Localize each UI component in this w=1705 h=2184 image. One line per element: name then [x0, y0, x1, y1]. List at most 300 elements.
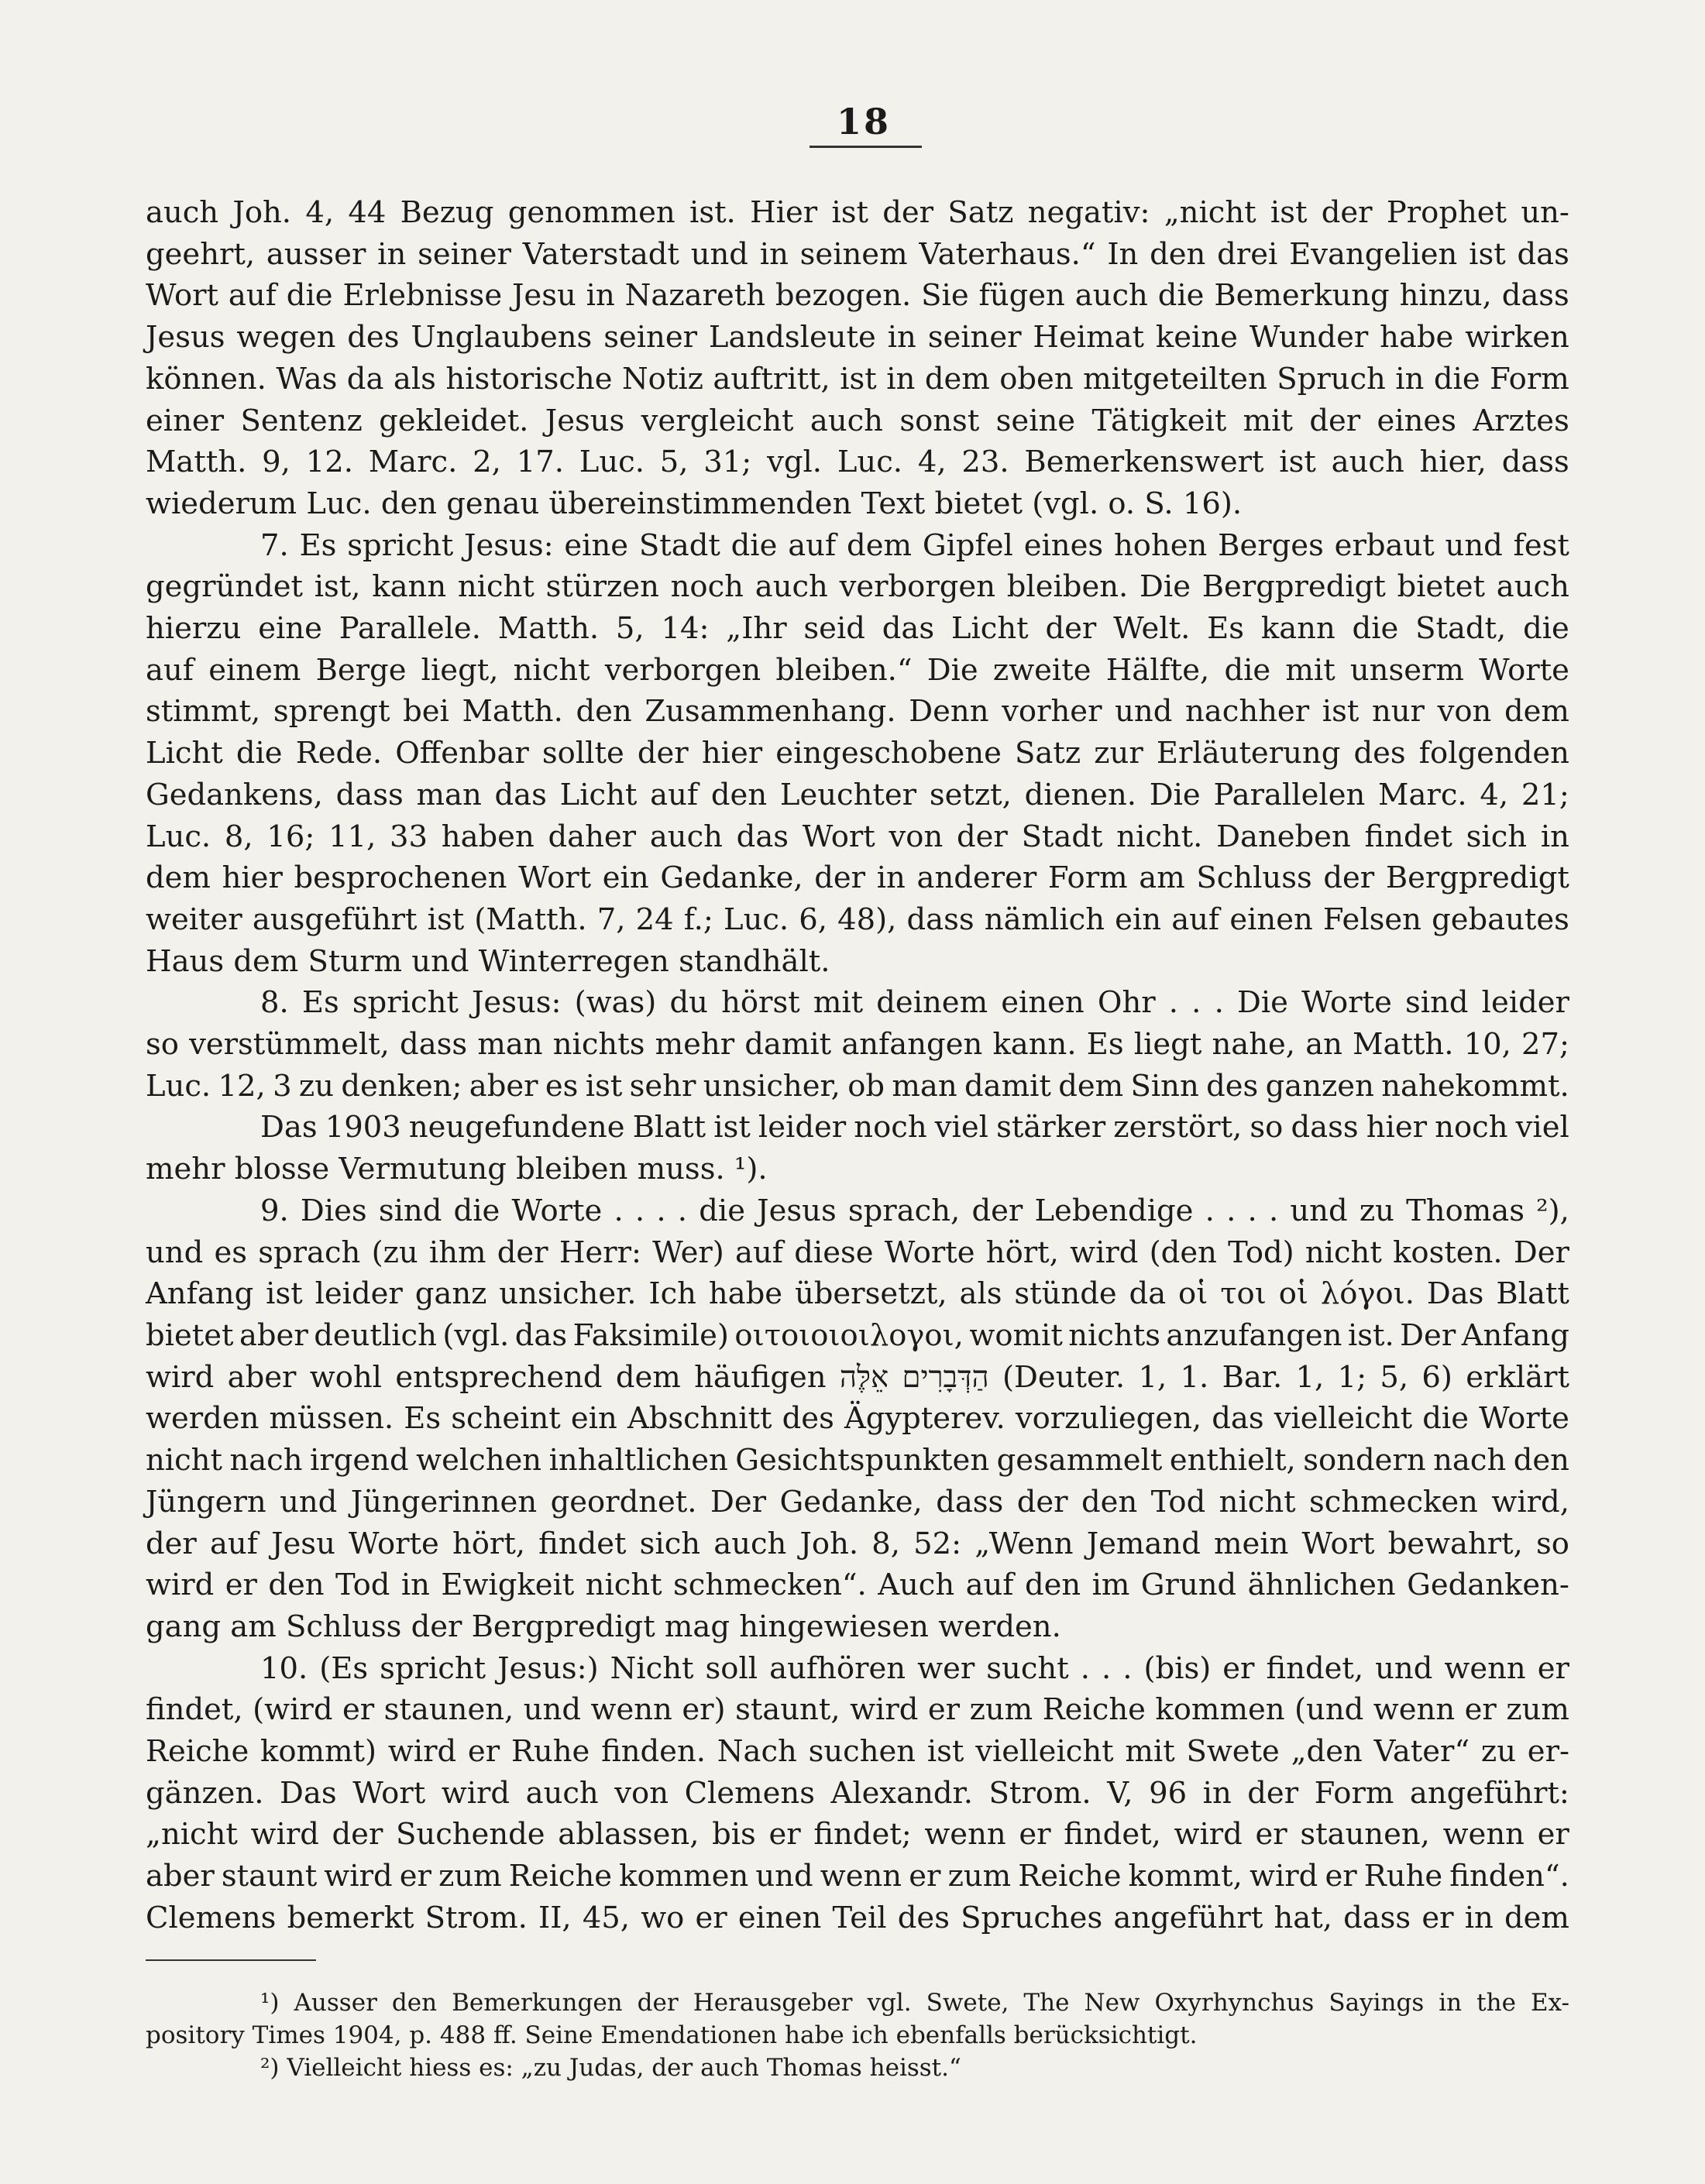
word: kommt,	[1128, 1859, 1243, 1894]
word: Form	[1047, 860, 1128, 896]
word: 96	[1149, 1775, 1188, 1811]
word: findet;	[813, 1817, 912, 1853]
word: Marc.	[1378, 777, 1467, 812]
word: soll	[705, 1650, 758, 1686]
word: liegt	[1133, 1027, 1202, 1063]
word: in	[886, 361, 916, 397]
word: dem	[924, 361, 990, 397]
text-line	[146, 525, 1569, 567]
word: Jüngern	[146, 1484, 266, 1520]
word: die	[1523, 611, 1569, 647]
word: Abschnitt	[627, 1401, 772, 1437]
word: verborgen	[839, 569, 995, 605]
word: Worte	[349, 1526, 439, 1561]
word: .	[1101, 1650, 1112, 1686]
word: wirken	[1465, 320, 1569, 355]
word: dem	[146, 860, 211, 896]
footnote-line	[146, 2019, 1569, 2052]
word: das	[514, 1317, 568, 1353]
word: wenn	[820, 1859, 902, 1894]
word: sich	[1466, 819, 1528, 854]
word: er	[1421, 1900, 1454, 1935]
word: weiter	[146, 901, 242, 937]
word: in	[876, 860, 906, 896]
word: Matth.	[462, 694, 563, 730]
word: dass	[1501, 278, 1569, 314]
word: staunen,	[383, 1692, 514, 1728]
word: und	[523, 1692, 582, 1728]
word: οιτοιοιοιλογοι,	[734, 1317, 964, 1353]
word: .	[1214, 985, 1224, 1021]
word: auf	[735, 1235, 784, 1270]
word: die	[1433, 361, 1480, 397]
word: übersetzt,	[794, 1276, 947, 1312]
word: auch	[1331, 445, 1404, 480]
word: denken;	[341, 1068, 462, 1104]
word: הַדְּבָרִים	[902, 1359, 989, 1395]
word: Gedankens,	[146, 777, 323, 812]
word: das	[882, 611, 935, 647]
word: er)	[682, 1692, 726, 1728]
word: .	[677, 1193, 688, 1228]
word: viel	[1515, 1110, 1569, 1145]
word: zerstört,	[1113, 1110, 1243, 1145]
text-line-text: wiederum Luc. den genau übereinstimmenden Text bietet (vgl. o. S. 16).	[146, 486, 1243, 521]
word: 5,	[659, 445, 689, 480]
word: die	[1224, 652, 1271, 688]
word: Wunder	[1249, 320, 1369, 355]
word: aufhören	[769, 1650, 906, 1686]
word: Bemerkung	[1214, 278, 1390, 314]
word: der	[956, 819, 1008, 854]
word: sich	[639, 1526, 701, 1561]
word: f.;	[683, 901, 713, 937]
word: deutlich	[314, 1317, 437, 1353]
word: bietet	[146, 1317, 234, 1353]
text-line	[146, 1107, 1569, 1149]
word: die	[235, 736, 283, 771]
word: sprach,	[847, 1193, 961, 1228]
word: Jesu	[512, 278, 576, 314]
word: dem	[1504, 1900, 1569, 1935]
word: bleiben.“	[775, 652, 913, 688]
word: Worte	[1301, 985, 1392, 1021]
word: In	[1107, 236, 1139, 272]
word: des	[782, 1401, 834, 1437]
word: Ägypterev.	[844, 1401, 1005, 1437]
text-line	[146, 1648, 1569, 1690]
word: Gesichtspunkten	[735, 1443, 990, 1478]
word: Rede.	[295, 736, 383, 771]
word: er	[1222, 1650, 1255, 1686]
word: seiner	[927, 320, 1022, 355]
word: ist	[585, 1068, 623, 1104]
word: Swete	[1186, 1734, 1280, 1770]
word: Tätigkeit	[1091, 403, 1227, 438]
text-line	[146, 1523, 1569, 1565]
word: ist	[713, 1110, 751, 1145]
word: 24	[635, 901, 674, 937]
word: Ruhe	[1363, 1859, 1443, 1894]
word: Ewigkeit	[441, 1568, 575, 1603]
word: wenn	[924, 1817, 1006, 1853]
word: .	[656, 1193, 666, 1228]
word: 27;	[1521, 1027, 1569, 1063]
word: kosten.	[1393, 1235, 1503, 1270]
text-line	[146, 275, 1569, 317]
text-line	[146, 1814, 1569, 1856]
text-line	[146, 234, 1569, 276]
word: Luc.	[724, 901, 789, 937]
word: Das	[280, 1775, 337, 1811]
word: Prophet	[1386, 195, 1507, 230]
word: mitgeteilten	[1083, 361, 1267, 397]
word: noch	[670, 569, 744, 605]
word: Form	[1314, 1775, 1394, 1811]
word: nicht	[146, 1443, 222, 1478]
word: er	[1019, 1817, 1051, 1853]
word: אֵלֶּה	[839, 1359, 889, 1395]
word: Oxyrhynchus	[1154, 1989, 1315, 2017]
word: mit	[1285, 652, 1335, 688]
word: Die	[926, 652, 978, 688]
text-line	[146, 1482, 1569, 1523]
word: der	[637, 736, 689, 771]
word: wenn	[590, 1692, 672, 1728]
word: Reiche	[508, 1859, 613, 1894]
word: Berges	[1218, 527, 1324, 563]
word: Jesus:	[471, 985, 562, 1021]
word: Wort	[146, 278, 219, 314]
word: im	[1091, 1568, 1130, 1603]
word: dass	[936, 1484, 1004, 1520]
word: er	[399, 1859, 431, 1894]
word: Worte	[511, 1193, 603, 1228]
word: spricht	[347, 527, 454, 563]
word: aber	[146, 1859, 215, 1894]
word: Gipfel	[922, 527, 1013, 563]
word: aber	[227, 1359, 297, 1395]
word: können.	[146, 361, 266, 397]
word: Die	[1149, 777, 1201, 812]
word: 8.	[260, 985, 289, 1021]
word: und	[1115, 694, 1173, 730]
word: einem	[208, 652, 301, 688]
word: Ruhe	[510, 1734, 590, 1770]
word: nicht	[457, 569, 535, 605]
footnote-line-text: ²) Vielleicht hiess es: „zu Judas, der auch Thomas heisst.“	[260, 2054, 961, 2082]
word: Satz	[947, 195, 1014, 230]
word: 4,	[305, 195, 335, 230]
word: aber	[239, 1317, 308, 1353]
word: Anfang	[1461, 1317, 1569, 1353]
word: Erläuterung	[1156, 736, 1341, 771]
word: nach	[1433, 1443, 1507, 1478]
page-number: 18	[836, 101, 891, 143]
word: unsicher.	[499, 1276, 637, 1312]
word: 45,	[582, 1900, 631, 1935]
word: stimmt,	[146, 694, 261, 730]
word: schmecken	[1309, 1484, 1478, 1520]
word: Blatt	[632, 1110, 706, 1145]
word: wird	[146, 1359, 215, 1395]
word: (den	[1149, 1235, 1217, 1270]
word: ist	[840, 361, 877, 397]
word: Schluss	[1196, 860, 1312, 896]
word: der	[497, 1235, 548, 1270]
word: er	[1255, 1817, 1287, 1853]
word: .	[1122, 1650, 1133, 1686]
word: Bar.	[1222, 1359, 1283, 1395]
word: in	[586, 278, 615, 314]
word: stünde	[1014, 1276, 1117, 1312]
word: Matth.	[146, 445, 247, 480]
word: .	[1080, 1650, 1090, 1686]
word: Reiche	[1018, 1859, 1122, 1894]
word: Es	[1086, 1027, 1124, 1063]
word: sonst	[899, 403, 980, 438]
word: schmecken“.	[673, 1568, 867, 1603]
word: noch	[1435, 1110, 1508, 1145]
word: Was	[276, 361, 338, 397]
word: (Matth.	[474, 901, 587, 937]
word: dienen.	[1024, 777, 1136, 812]
word: dass	[335, 777, 404, 812]
word: The	[1023, 1989, 1070, 2017]
word: und	[1375, 1650, 1433, 1686]
word: Form	[1490, 361, 1569, 397]
word: zu	[1359, 1193, 1394, 1228]
word: ob	[847, 1068, 885, 1104]
word: .	[614, 1193, 624, 1228]
text-line	[146, 441, 1569, 483]
word: zum	[947, 1859, 1012, 1894]
word: hinzu,	[1399, 278, 1492, 314]
word: zum	[969, 1692, 1033, 1728]
word: geehrt,	[146, 236, 256, 272]
word: Parallele.	[339, 611, 481, 647]
word: suchen	[808, 1734, 916, 1770]
word: viel	[934, 1110, 988, 1145]
word: Herr:	[559, 1235, 641, 1270]
word: mehr	[655, 1027, 735, 1063]
text-line	[146, 1024, 1569, 1066]
word: 1;	[1337, 1359, 1367, 1395]
word: als	[959, 1276, 1002, 1312]
word: bleiben.	[1006, 569, 1129, 605]
word: .	[1168, 985, 1179, 1021]
word: zur	[1094, 736, 1143, 771]
word: Notiz	[621, 361, 703, 397]
word: die	[1352, 611, 1399, 647]
text-line	[146, 1440, 1569, 1482]
text-line	[146, 691, 1569, 733]
word: es	[545, 1068, 579, 1104]
word: das	[494, 777, 547, 812]
word: die	[699, 1193, 745, 1228]
word: 9,	[262, 445, 290, 480]
word: ablassen,	[558, 1817, 700, 1853]
text-line	[146, 608, 1569, 650]
word: ¹)	[260, 1989, 280, 2017]
text-line	[146, 1606, 1569, 1648]
header-rule	[810, 146, 922, 148]
word: man	[477, 1027, 543, 1063]
word: vergleicht	[641, 403, 794, 438]
word: wo	[641, 1900, 685, 1935]
word: Hier	[750, 195, 818, 230]
word: Erlebnisse	[342, 278, 503, 314]
word: ihm	[428, 1235, 486, 1270]
word: wird,	[1491, 1484, 1569, 1520]
word: nach	[229, 1443, 303, 1478]
word: noch	[854, 1110, 927, 1145]
word: leider	[1481, 985, 1569, 1021]
word: haben	[441, 819, 535, 854]
word: hört,	[452, 1526, 526, 1561]
word: Leuchter	[779, 777, 917, 812]
word: nahe,	[1212, 1027, 1296, 1063]
word: (Deuter.	[1002, 1359, 1126, 1395]
text-line	[146, 941, 1569, 983]
word: Es	[299, 527, 337, 563]
word: den	[710, 777, 768, 812]
word: Tod)	[1228, 1235, 1294, 1270]
word: hierzu	[146, 611, 242, 647]
word: vielleicht	[1274, 1401, 1413, 1437]
word: anzufangen	[1166, 1317, 1342, 1353]
word: genommen	[507, 195, 675, 230]
word: (und	[1294, 1692, 1364, 1728]
word: spricht	[380, 1650, 486, 1686]
word: zu	[298, 1068, 334, 1104]
word: 5,	[615, 611, 645, 647]
word: damit	[744, 1027, 832, 1063]
word: der	[1309, 403, 1361, 438]
word: gänzen.	[146, 1775, 264, 1811]
word: finden“.	[1449, 1859, 1569, 1894]
word: in	[759, 236, 789, 272]
word: seiner	[418, 236, 511, 272]
word: Nicht	[610, 1650, 694, 1686]
word: verborgen	[604, 652, 761, 688]
word: Satz	[1015, 736, 1081, 771]
text-line	[146, 733, 1569, 774]
word: zu	[1480, 1734, 1517, 1770]
word: ist.	[689, 195, 736, 230]
word: er-	[1527, 1734, 1569, 1770]
word: 10,	[1463, 1027, 1511, 1063]
text-line	[146, 566, 1569, 608]
word: Strom.	[988, 1775, 1091, 1811]
word: auf	[228, 278, 277, 314]
word: bis	[712, 1817, 756, 1853]
word: 12.	[305, 445, 353, 480]
text-line	[146, 1066, 1569, 1107]
word: Stadt	[1021, 819, 1103, 854]
word: 1.	[1180, 1359, 1209, 1395]
word: Nach	[717, 1734, 797, 1770]
word: in	[1439, 1989, 1463, 2017]
footnote-line	[146, 2052, 1569, 2084]
word: der	[1323, 860, 1375, 896]
word: Thomas	[1406, 1193, 1525, 1228]
word: hier	[1366, 1110, 1428, 1145]
word: Daneben	[1216, 819, 1351, 854]
word: Spruches	[961, 1900, 1103, 1935]
word: Reiche	[146, 1734, 249, 1770]
word: 31;	[703, 445, 752, 480]
word: Berge	[315, 652, 407, 688]
word: Clemens	[684, 1775, 815, 1811]
word: 4,	[1480, 777, 1509, 812]
word: 9.	[260, 1193, 289, 1228]
word: 5,	[1380, 1359, 1409, 1395]
word: Jesu	[271, 1526, 335, 1561]
word: wird	[324, 1859, 393, 1894]
word: Grund	[1140, 1568, 1237, 1603]
word: auf	[1171, 901, 1220, 937]
word: ganz	[414, 1276, 487, 1312]
word: wegen	[236, 320, 336, 355]
word: gekleidet.	[379, 403, 529, 438]
word: Stadt	[638, 527, 720, 563]
word: bezogen.	[775, 278, 912, 314]
word: des	[1353, 736, 1406, 771]
text-line	[146, 1190, 1569, 1232]
word: kann	[372, 569, 447, 605]
word: müssen.	[269, 1401, 394, 1437]
word: Joh.	[232, 195, 292, 230]
word: Ex-	[1530, 1989, 1569, 2017]
word: V,	[1107, 1775, 1133, 1811]
word: du	[669, 985, 708, 1021]
word: hohen	[1113, 527, 1208, 563]
word: gesammelt	[996, 1443, 1163, 1478]
word: dem	[1504, 694, 1569, 730]
text-line	[146, 1731, 1569, 1773]
word: Clemens	[146, 1900, 277, 1935]
word: er	[695, 1900, 727, 1935]
word: die	[730, 527, 778, 563]
word: hier,	[1419, 445, 1487, 480]
word: fügen	[978, 278, 1065, 314]
word: die	[1422, 1401, 1469, 1437]
word: findet,	[1266, 1650, 1364, 1686]
word: 21;	[1521, 777, 1569, 812]
word: sollte	[541, 736, 624, 771]
word: in	[1395, 361, 1425, 397]
footnote-line-text: pository Times 1904, p. 488 ff. Seine Emendationen habe ich ebenfalls berücksichtigt.	[146, 2021, 1198, 2049]
word: stürzen	[545, 569, 659, 605]
word: Der	[1513, 1235, 1569, 1270]
word: 16;	[266, 819, 315, 854]
word: der	[637, 1989, 679, 2017]
word: Welt.	[1113, 611, 1191, 647]
word: historische	[445, 361, 613, 397]
word: oben	[999, 361, 1074, 397]
word: den	[576, 694, 632, 730]
word: „den	[1291, 1734, 1363, 1770]
word: Sie	[921, 278, 969, 314]
word: hört,	[985, 1235, 1059, 1270]
text-line	[146, 650, 1569, 692]
word: er	[467, 1734, 500, 1770]
word: wird	[441, 1775, 510, 1811]
word: von	[614, 1775, 669, 1811]
word: .	[1205, 1193, 1215, 1228]
word: den	[268, 1568, 325, 1603]
